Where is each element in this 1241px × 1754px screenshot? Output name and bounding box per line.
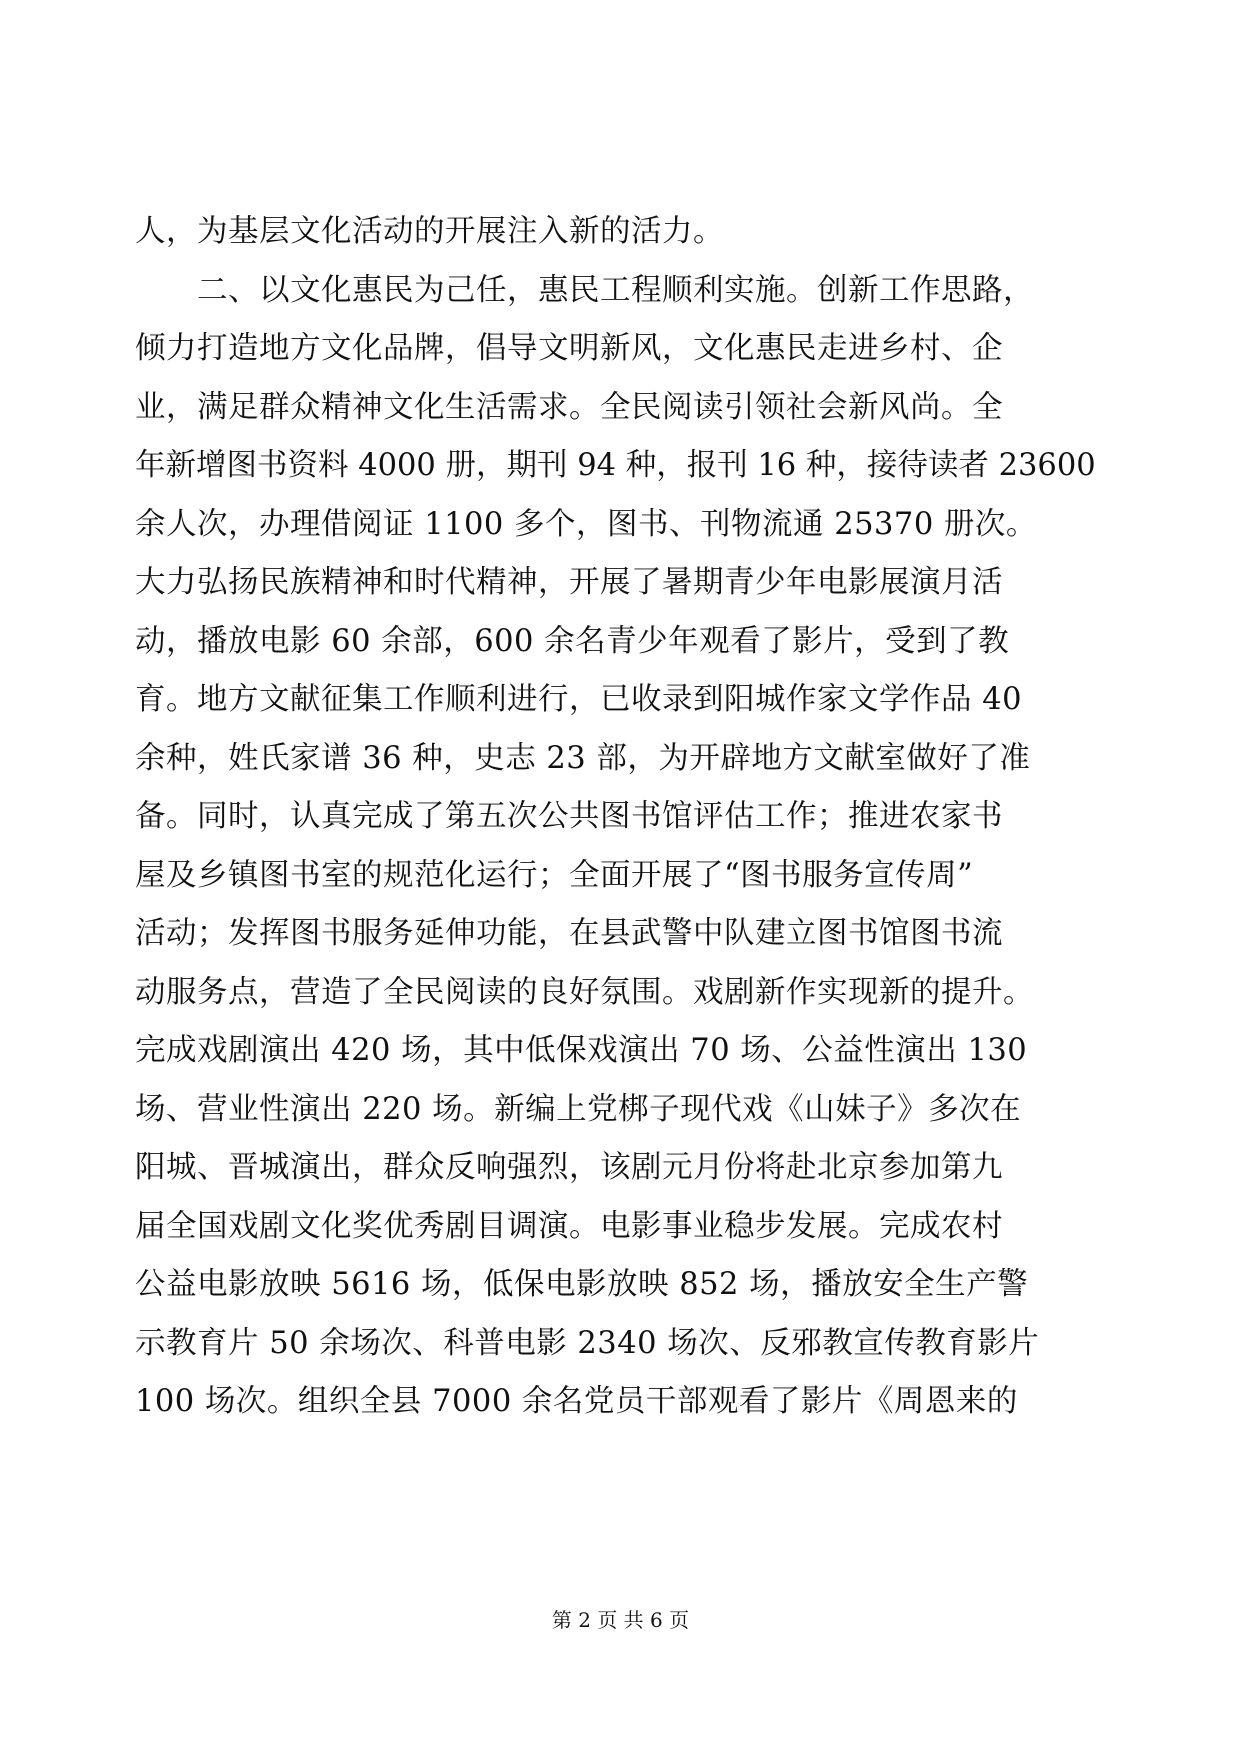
text-line: 届全国戏剧文化奖优秀剧目调演。电影事业稳步发展。完成农村 bbox=[135, 1208, 1003, 1244]
body-text bbox=[135, 203, 1095, 1432]
text-line: 业，满足群众精神文化生活需求。全民阅读引领社会新风尚。全 bbox=[135, 389, 1003, 425]
text-line: 完成戏剧演出 420 场，其中低保戏演出 70 场、公益性演出 130 bbox=[135, 1033, 1028, 1068]
text-line: 公益电影放映 5616 场，低保电影放映 852 场，播放安全生产警 bbox=[135, 1267, 1029, 1302]
text-line: 活动；发挥图书服务延伸功能，在县武警中队建立图书馆图书流 bbox=[135, 916, 1003, 951]
text-line: 育。地方文献征集工作顺利进行，已收录到阳城作家文学作品 40 bbox=[135, 682, 1023, 717]
text-line: 余人次，办理借阅证 1100 多个，图书、刊物流通 25370 册次。 bbox=[135, 506, 1037, 542]
text-line: 场、营业性演出 220 场。新编上党梆子现代戏《山妹子》多次在 bbox=[135, 1091, 1022, 1127]
text-line: 屋及乡镇图书室的规范化运行；全面开展了“图书服务宣传周” bbox=[135, 857, 974, 893]
text-line: 二、以文化惠民为己任，惠民工程顺利实施。创新工作思路， bbox=[135, 272, 1034, 308]
text-line: 动服务点，营造了全民阅读的良好氛围。戏剧新作实现新的提升。 bbox=[135, 974, 1034, 1010]
text-line: 大力弘扬民族精神和时代精神，开展了暑期青少年电影展演月活 bbox=[135, 565, 1003, 600]
text-line: 倾力打造地方文化品牌，倡导文明新风，文化惠民走进乡村、企 bbox=[135, 331, 1003, 366]
text-line: 阳城、晋城演出，群众反响强烈，该剧元月份将赴北京参加第九 bbox=[135, 1150, 1003, 1185]
text-line: 100 场次。组织全县 7000 余名党员干部观看了影片《周恩来的 bbox=[135, 1384, 1018, 1419]
text-line: 示教育片 50 余场次、科普电影 2340 场次、反邪教宣传教育影片 bbox=[135, 1325, 1040, 1361]
text-line: 余种，姓氏家谱 36 种，史志 23 部，为开辟地方文献室做好了准 bbox=[135, 740, 1031, 776]
text-line: 年新增图书资料 4000 册，期刊 94 种，报刊 16 种，接待读者 23600 bbox=[135, 448, 1096, 483]
text-line: 人，为基层文化活动的开展注入新的活力。 bbox=[135, 214, 724, 249]
page-footer: 第 2 页 共 6 页 bbox=[551, 1608, 690, 1632]
text-line: 备。同时，认真完成了第五次公共图书馆评估工作；推进农家书 bbox=[135, 799, 1003, 834]
text-line: 动，播放电影 60 余部，600 余名青少年观看了影片，受到了教 bbox=[135, 623, 1010, 659]
